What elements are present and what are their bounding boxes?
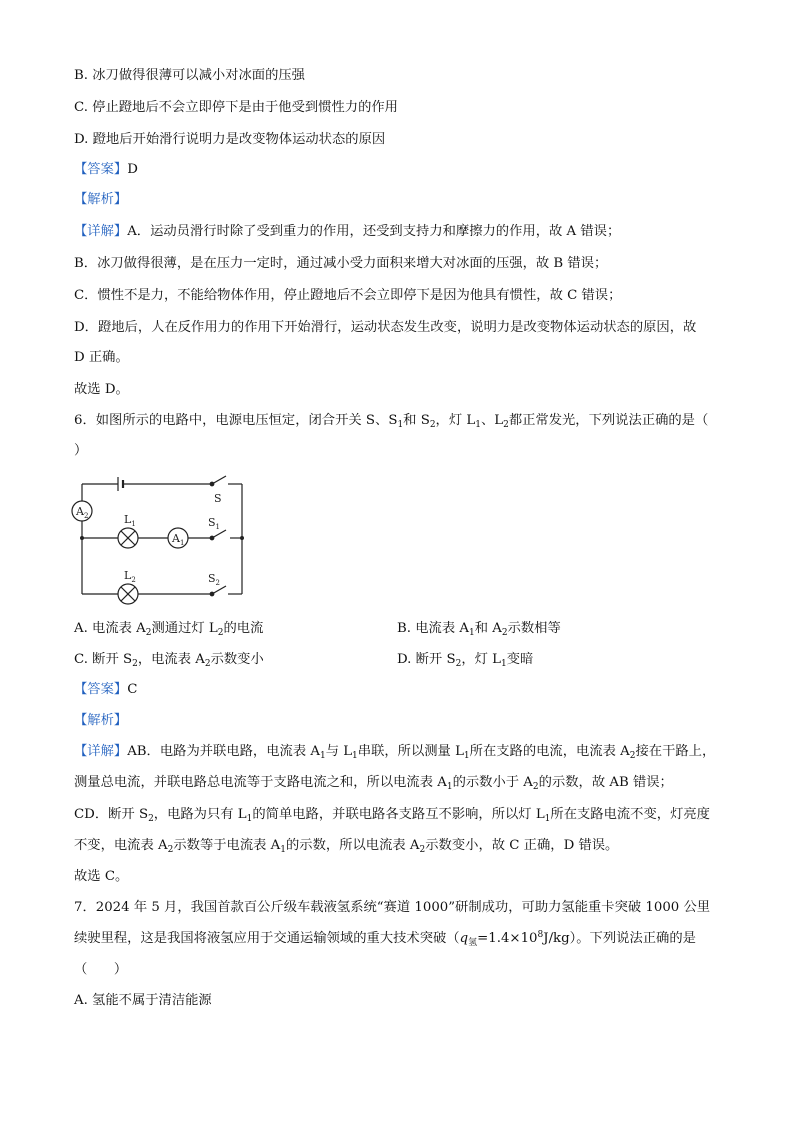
- q6-option-d: D. 断开 $S_2$，灯 $L_1$变暗: [397, 652, 534, 669]
- detail-tag: 【详解】: [74, 224, 128, 239]
- q5-analysis-tag: 【解析】: [74, 192, 128, 207]
- switch-s2-blade: [212, 586, 226, 594]
- junction-left: [80, 536, 84, 540]
- q6-stem-close: ）: [74, 443, 88, 458]
- label-s1: $S_1$: [208, 516, 221, 531]
- label-a1: $A_1$: [172, 532, 185, 547]
- label-s: S: [214, 492, 222, 505]
- circuit-diagram: [66, 466, 256, 614]
- label-s2: $S_2$: [208, 572, 221, 587]
- q7-stem-line3: （ ）: [74, 962, 128, 977]
- q6-analysis-tag: 【解析】: [74, 713, 128, 728]
- q5-detail-c: C．惯性不是力，不能给物体作用，停止蹬地后不会立即停下是因为他具有惯性，故 C 错误；: [74, 288, 622, 303]
- q5-option-d: D. 蹬地后开始滑行说明力是改变物体运动状态的原因: [74, 132, 386, 147]
- switch-s1-blade: [212, 530, 226, 538]
- label-a2: $A_2$: [76, 505, 89, 520]
- q6-answer: [74, 680, 137, 700]
- q5-detail-b: B．冰刀做得很薄，是在压力一定时，通过减小受力面积来增大对冰面的压强，故 B 错误；: [74, 256, 608, 271]
- label-l2: $L_2$: [124, 569, 136, 584]
- q5-detail-a: 【详解】A．运动员滑行时除了受到重力的作用，还受到支持力和摩擦力的作用，故 A 错误；: [74, 224, 621, 239]
- answer-value: D: [127, 162, 138, 177]
- q6-option-a: A. 电流表 $A_2$测通过灯 $L_2$的电流: [74, 621, 264, 638]
- q6-detail-ab1: 【详解】AB．电路为并联电路，电流表 $A_1$与 $L_1$串联，所以测量 $L_1$所在支路的电流，电流表 $A_2$接在干路上，: [74, 744, 716, 761]
- answer-value: C: [127, 682, 138, 697]
- q6-stem: 6．如图所示的电路中，电源电压恒定，闭合开关 S、$S_1$和 $S_2$，灯 $L_1$、$L_2$都正常发光，下列说法正确的是（: [74, 413, 709, 430]
- q6-detail-cd2: 不变，电流表 $A_2$示数等于电流表 $A_1$的示数，所以电流表 $A_2$示数变小，故 C 正确，D 错误。: [74, 838, 619, 855]
- q7-stem-line1: 7．2024 年 5 月，我国首款百公斤级车载液氢系统“赛道 1000”研制成功，可助力氢能重卡突破 1000 公里: [74, 900, 711, 915]
- switch-s-blade: [212, 476, 226, 484]
- q6-option-b: B. 电流表 $A_1$和 $A_2$示数相等: [397, 621, 561, 638]
- label-l1: $L_1$: [124, 513, 136, 528]
- q7-option-a: A. 氢能不属于清洁能源: [74, 993, 212, 1008]
- q5-detail-d2: D 正确。: [74, 350, 129, 365]
- junction-right: [240, 536, 244, 540]
- q5-detail-d1: D．蹬地后，人在反作用力的作用下开始滑行，运动状态发生改变，说明力是改变物体运动状态的原因，故: [74, 320, 697, 335]
- q5-conclusion: 故选 D。: [74, 382, 129, 397]
- q5-answer: [74, 160, 138, 180]
- answer-tag: 【答案】: [74, 682, 128, 697]
- answer-tag: 【答案】: [74, 162, 128, 177]
- q7-stem-line2: 续驶里程，这是我国将液氢应用于交通运输领域的重大技术突破$(q_氢=1.4\times 10^8J/kg)$。下列说法正确的是: [74, 930, 696, 948]
- q6-detail-cd1: CD．断开 $S_2$，电路为只有 $L_1$的简单电路，并联电路各支路互不影响，所以灯 $L_1$所在支路电流不变，灯亮度: [74, 807, 710, 824]
- q6-conclusion: 故选 C。: [74, 869, 129, 884]
- q6-option-c: C. 断开 $S_2$，电流表 $A_2$示数变小: [74, 652, 264, 669]
- q5-option-b: B. 冰刀做得很薄可以减小对冰面的压强: [74, 68, 305, 83]
- q5-option-c: C. 停止蹬地后不会立即停下是由于他受到惯性力的作用: [74, 100, 398, 115]
- q6-detail-ab2: 测量总电流，并联电路总电流等于支路电流之和，所以电流表 $A_1$的示数小于 $A_2$的示数，故 AB 错误；: [74, 775, 673, 792]
- detail-tag: 【详解】: [74, 744, 128, 759]
